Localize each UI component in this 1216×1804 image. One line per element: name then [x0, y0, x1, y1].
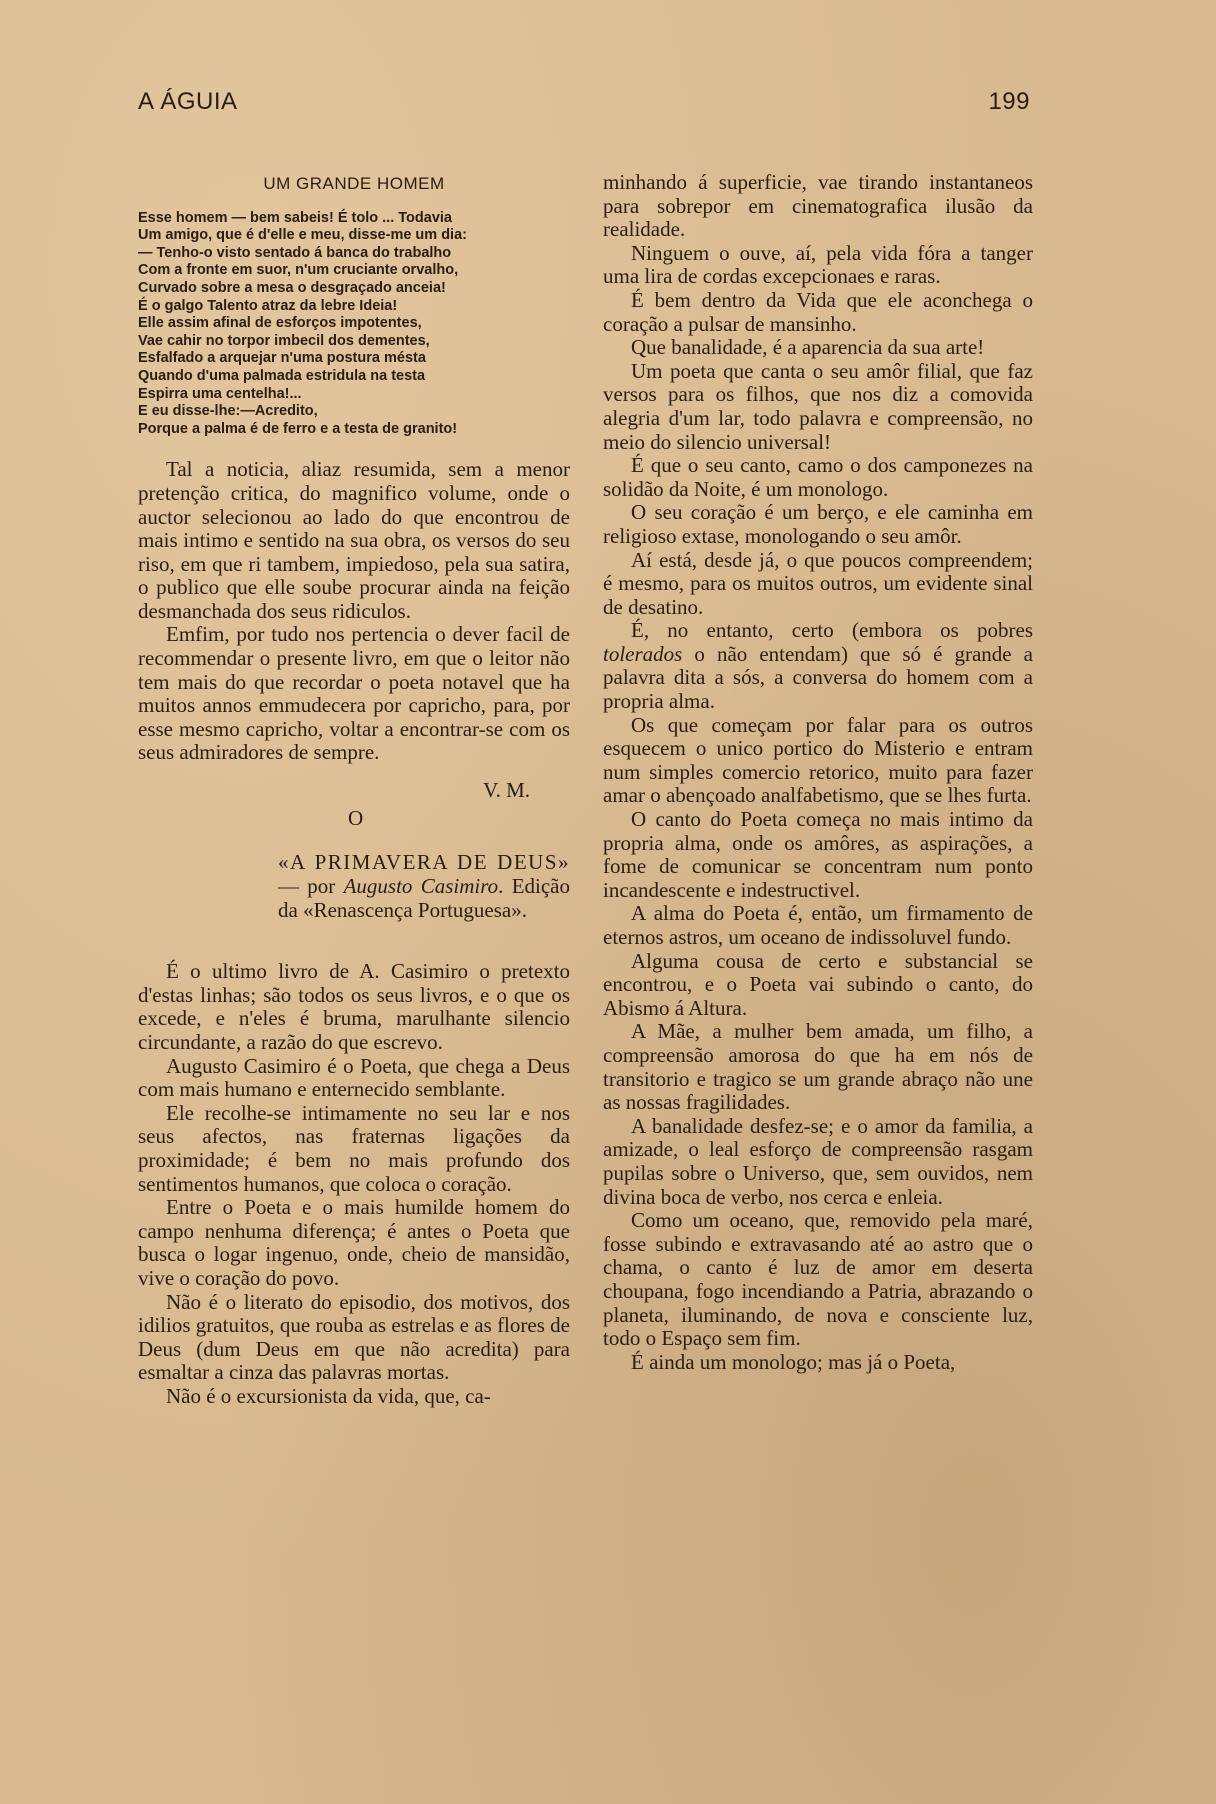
- poem-line: É o galgo Talento atraz da lebre Ideia!: [138, 297, 398, 314]
- poem-title: UM GRANDE HOMEM: [263, 174, 445, 193]
- paragraph: A alma do Poeta é, então, um firmamento de eternos astros, um oceano de indissoluvel fundo.: [603, 901, 1033, 949]
- poem: [138, 210, 570, 439]
- paragraph: Como um oceano, que, removido pela maré, fosse subindo e extravasando até ao astro que o chama, o canto é luz de amor em deserta choupana, fogo incendiando a Patria, abrazando o planeta, iluminando, de nova e consciente luz, todo o Espaço sem fim.: [603, 1208, 1033, 1351]
- paragraph: É ainda um monologo; mas já o Poeta,: [631, 1349, 956, 1374]
- paragraph: Um poeta que canta o seu amôr filial, que faz versos para os filhos, que nos diz a comovida alegria d'um lar, todo palavra e compreensão, no meio do silencio universal!: [603, 358, 1033, 454]
- poem-line: Vae cahir no torpor imbecil dos dementes,: [138, 332, 430, 349]
- review-edition: . Edição da «Renascença Portuguesa».: [278, 874, 570, 923]
- paragraph: Que banalidade, é a aparencia da sua arte!: [631, 335, 985, 360]
- signature: V. M.: [483, 778, 530, 803]
- review-author: Augusto Casimiro: [343, 874, 499, 899]
- paragraph-text: o não entendam) que só é grande a palavra dita a sós, a conversa do homem com a propria alma.: [603, 641, 1033, 714]
- paragraph: A Mãe, a mulher bem amada, um filho, a compreensão amorosa do que ha em nós de transitorio e tragico se um grande abraço não une as nossas fragilidades.: [603, 1019, 1033, 1115]
- paragraph: Entre o Poeta e o mais humilde homem do campo nenhuma diferença; é antes o Poeta que busca o logar ingenuo, onde, cheio de mansidão, vive o coração do povo.: [138, 1195, 570, 1290]
- paragraph: É que o seu canto, camo o dos camponezes na solidão da Noite, é um monologo.: [603, 453, 1033, 501]
- journal-title: A ÁGUIA: [138, 88, 238, 115]
- poem-line: E eu disse-lhe:—Acredito,: [138, 403, 318, 420]
- poem-line: Esfalfado a arquejar n'uma postura mésta: [138, 350, 426, 367]
- paragraph-text: É, no entanto, certo (embora os pobres: [631, 618, 1033, 643]
- review-book-title: «A PRIMAVERA DE DEUS»: [278, 850, 570, 875]
- running-head: [138, 88, 1030, 116]
- paragraph: A banalidade desfez-se; e o amor da familia, a amizade, o leal esforço de compreensão rasgam pupilas sobre o Universo, que, sem ouvidos, nem divina boca de verbo, nos cerca e enleia.: [603, 1113, 1033, 1209]
- paragraph: Os que começam por falar para os outros esquecem o unico portico do Misterio e entram num simples comercio retorico, muito para fazer amar o abençoado analfabetismo, que se lhes furta.: [603, 712, 1033, 808]
- paragraph: É o ultimo livro de A. Casimiro o pretexto d'estas linhas; são todos os seus livros, e o que os excede, e n'eles é bruma, marulhante silencio circundante, a razão do que escrevo.: [138, 959, 570, 1054]
- poem-line: Elle assim afinal de esforços impotentes,: [138, 315, 422, 332]
- paragraph: Alguma cousa de certo e substancial se encontrou, e o Poeta vai subindo o canto, do Abismo á Altura.: [603, 948, 1033, 1020]
- paragraph: O seu coração é um berço, e ele caminha em religioso extase, monologando o seu amôr.: [603, 500, 1033, 548]
- paragraph: É bem dentro da Vida que ele aconchega o coração a pulsar de mansinho.: [603, 287, 1033, 336]
- poem-line: Porque a palma é de ferro e a testa de granito!: [138, 420, 458, 437]
- poem-line: Curvado sobre a mesa o desgraçado anceia!: [138, 279, 446, 296]
- paragraph: Aí está, desde já, o que poucos compreendem; é mesmo, para os muitos outros, um evidente sinal de desatino.: [603, 547, 1033, 619]
- ornament: O: [348, 805, 364, 830]
- paragraph: O canto do Poeta começa no mais intimo da propria alma, onde os amôres, as aspirações, a fome de comunicar se concentram num ponto incandescente e indestructivel.: [603, 807, 1033, 902]
- paragraph: Ninguem o ouve, aí, pela vida fóra a tanger uma lira de cordas excepcionaes e raras.: [603, 240, 1033, 289]
- poem-line: Esse homem — bem sabeis! É tolo ... Todavia: [138, 209, 452, 226]
- italic-word: tolerados: [603, 641, 683, 666]
- paragraph: Augusto Casimiro é o Poeta, que chega a Deus com mais humano e enternecido semblante.: [138, 1053, 570, 1102]
- poem-line: Com a fronte em suor, n'um cruciante orvalho,: [138, 262, 459, 279]
- poem-line: Espirra uma centelha!...: [138, 385, 302, 402]
- poem-line: Um amigo, que é d'elle e meu, disse-me um dia:: [138, 227, 467, 244]
- paragraph: Não é o literato do episodio, dos motivos, dos idilios gratuitos, que rouba as estrelas e as flores de Deus (dum Deus em que não acredita) para esmaltar a cinza das palavras mortas.: [138, 1289, 570, 1385]
- page-number: 199: [988, 88, 1030, 115]
- paragraph: Não é o excursionista da vida, que, ca-: [166, 1383, 491, 1408]
- paragraph: Tal a noticia, aliaz resumida, sem a menor pretenção critica, do magnifico volume, onde o auctor selecionou ao lado do que encontrou de mais intimo e sentido na sua obra, os versos do seu riso, em que ri tambem, impiedoso, pela sua satira, o publico que elle soube procurar ainda na feição desmanchada dos seus ridiculos.: [138, 457, 570, 623]
- review-by: — por: [278, 874, 344, 899]
- paragraph: minhando á superficie, vae tirando instantaneos para sobrepor em cinematografica ilusão da realidade.: [603, 170, 1033, 242]
- paragraph: Emfim, por tudo nos pertencia o dever facil de recommendar o presente livro, em que o leitor não tem mais do que recordar o poeta notavel que ha muitos annos emmudecera por capricho, para, por esse mesmo capricho, voltar a encontrar-se com os seus admiradores de sempre.: [138, 622, 570, 765]
- poem-line: — Tenho-o visto sentado á banca do trabalho: [138, 244, 452, 261]
- right-column: [603, 171, 1033, 1374]
- paragraph: [603, 619, 1033, 713]
- left-column: [138, 172, 570, 1409]
- review-heading: [278, 850, 570, 922]
- poem-line: Quando d'uma palmada estridula na testa: [138, 367, 426, 384]
- paragraph: Ele recolhe-se intimamente no seu lar e nos seus afectos, nas fraternas ligações da proximidade; é bem no mais profundo dos sentimentos humanos, que coloca o coração.: [138, 1100, 570, 1196]
